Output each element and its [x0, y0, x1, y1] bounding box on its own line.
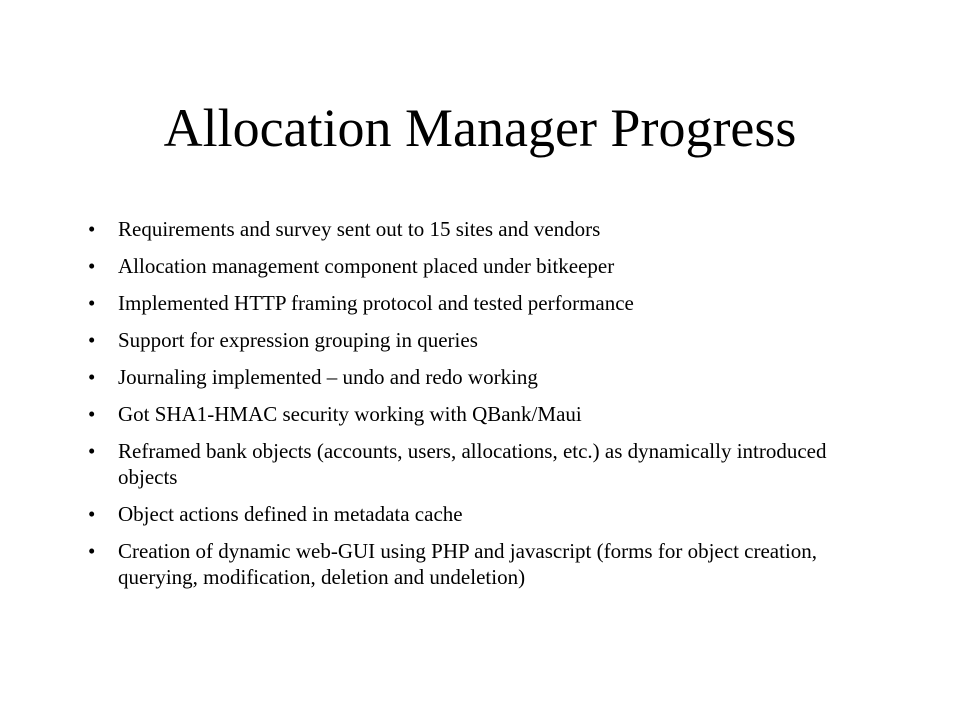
bullet-text: Reframed bank objects (accounts, users, allocations, etc.) as dynamically introduced objects [118, 439, 827, 489]
bullet-item [88, 438, 888, 490]
bullet-text: Support for expression grouping in queries [118, 328, 478, 352]
bullet-item [88, 501, 888, 527]
bullet-icon: • [88, 365, 96, 389]
slide-title: Allocation Manager Progress [163, 98, 797, 158]
bullet-icon: • [88, 439, 96, 463]
bullet-icon: • [88, 539, 96, 563]
bullet-text: Journaling implemented – undo and redo working [118, 365, 538, 389]
bullet-item [88, 401, 888, 427]
bullet-icon: • [88, 254, 96, 278]
bullet-list [88, 216, 888, 601]
bullet-icon: • [88, 402, 96, 426]
bullet-icon: • [88, 328, 96, 352]
bullet-item [88, 253, 888, 279]
bullet-text: Implemented HTTP framing protocol and tested performance [118, 291, 634, 315]
bullet-icon: • [88, 502, 96, 526]
bullet-text: Got SHA1-HMAC security working with QBank/Maui [118, 402, 582, 426]
bullet-text: Allocation management component placed under bitkeeper [118, 254, 615, 278]
bullet-text: Requirements and survey sent out to 15 sites and vendors [118, 217, 601, 241]
bullet-item [88, 538, 888, 590]
bullet-text: Creation of dynamic web-GUI using PHP and javascript (forms for object creation, querying, modification, deletion and undeletion) [118, 539, 818, 589]
bullet-item [88, 216, 888, 242]
bullet-item [88, 327, 888, 353]
bullet-text: Object actions defined in metadata cache [118, 502, 463, 526]
bullet-item [88, 290, 888, 316]
bullet-icon: • [88, 291, 96, 315]
bullet-item [88, 364, 888, 390]
bullet-icon: • [88, 217, 96, 241]
